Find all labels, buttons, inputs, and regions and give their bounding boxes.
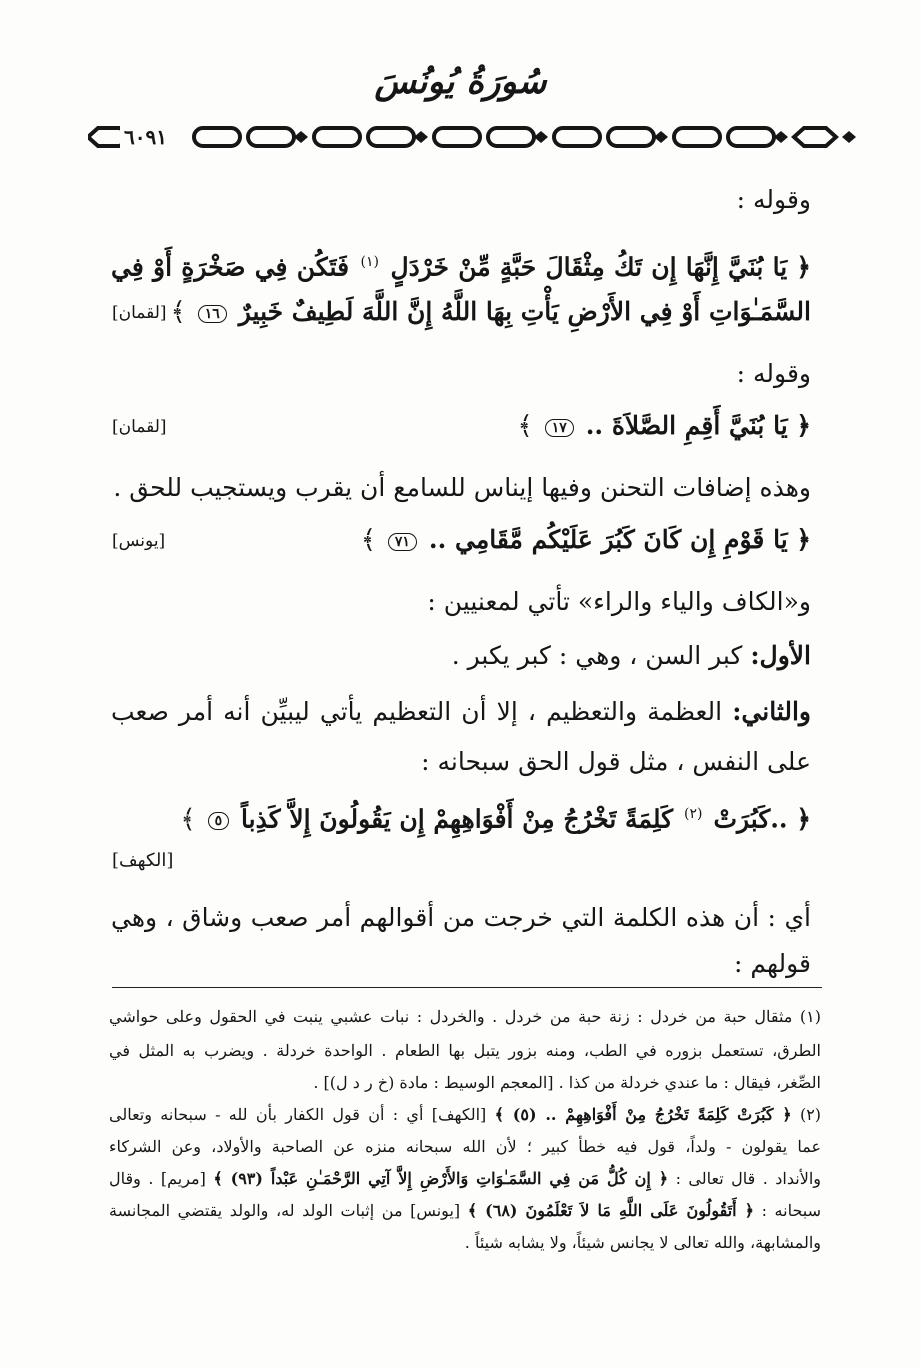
verse-number: ٥: [208, 812, 230, 830]
keyword: والثاني:: [732, 697, 812, 726]
footnote-marker: (٢): [684, 806, 703, 822]
verse-bracket: ﴾: [170, 297, 186, 327]
text-line: وقوله :: [736, 359, 811, 388]
verse-line: [111, 404, 811, 448]
footnote-verse: ﴿ أَتَقُولُونَ عَلَى اللَّهِ مَا لاَ تَعْلَمُونَ (٦٨) ﴾: [467, 1201, 755, 1220]
verse-number: ١٦: [198, 305, 227, 323]
verse-text: فَتَكُن فِي صَخْرَةٍ أَوْ فِي: [111, 252, 350, 282]
footnote-line: الطرق، تستعمل بزوره في الطب، ومنه بزور يتبل بها الطعام . الواحدة خردلة . ويضرب به المثل في: [109, 1041, 821, 1060]
surah-reference: [لقمان]: [112, 417, 167, 437]
footnote-line: [109, 1196, 821, 1225]
verse-bracket: ﴾: [180, 804, 196, 835]
footnote-text: [يونس] من إثبات الولد له، والولد يقتضي المجانسة: [109, 1201, 461, 1220]
surah-reference: [لقمان]: [112, 303, 167, 323]
verse-number: ٧١: [388, 533, 417, 551]
verse-line: [170, 290, 811, 334]
footnote-text: سبحانه :: [761, 1201, 822, 1220]
surah-reference: [يونس]: [112, 531, 166, 551]
text-span: كبر السن ، وهي : كبر يكبر .: [451, 641, 743, 670]
footnote-line: [109, 1164, 821, 1193]
footnote-line: والمشابهة، والله تعالى لا يجانس شيئاً، ولا يشابه شيئاً .: [464, 1233, 821, 1252]
footnote-line: عما يقولون - ولداً، قول فيه خطأ كبير ؛ لأن الله سبحانه منزه عن الصاحبة والأولاد، وعن الشركاء: [109, 1137, 821, 1156]
verse-text: ﴿ ..كَبُرَتْ: [713, 804, 811, 834]
verse-line: [111, 792, 811, 841]
verse-line: [111, 240, 811, 289]
footnote-line: الصِّغر، فيقال : ما عندي خردلة من كذا . [المعجم الوسيط : مادة (خ ر د ل)] .: [313, 1073, 821, 1092]
verse-text: كَلِمَةً تَخْرُجُ مِنْ أَفْوَاهِهِمْ إِن يَقُولُونَ إِلاَّ كَذِباً: [241, 804, 674, 834]
surah-title: سُورَةُ يُونُسَ: [374, 62, 547, 102]
footnote-line: [109, 1100, 821, 1129]
text-line: [111, 690, 811, 734]
text-line: على النفس ، مثل قول الحق سبحانه :: [421, 747, 811, 776]
surah-reference: [الكهف]: [112, 850, 174, 871]
footnote-divider: [112, 987, 822, 988]
footnote-marker: (١): [360, 254, 379, 270]
text-line: قولهم :: [733, 949, 811, 978]
text-line: وقوله :: [736, 185, 811, 214]
verse-text: ﴿ يَا بُنَيَّ أَقِمِ الصَّلاَةَ ..: [585, 411, 811, 440]
footnote-verse: ﴿ كَبُرَتْ كَلِمَةً تَخْرُجُ مِنْ أَفْوَاهِهِمْ .. (٥) ﴾: [494, 1105, 792, 1124]
footnote-line: (١) مثقال حبة من خردل : زنة حبة من خردل . والخردل : نبات عشبي ينبت في الحقول وعلى حواشي: [109, 1007, 821, 1026]
verse-bracket: ﴾: [517, 411, 533, 441]
footnote-text: [مريم] . وقال: [109, 1169, 206, 1188]
verse-text: السَّمَـٰوَاتِ أَوْ فِي الأَرْضِ يَأْتِ بِهَا اللَّهُ إِنَّ اللَّهَ لَطِيفٌ خَبِيرٌ: [238, 297, 811, 326]
verse-line: [111, 518, 811, 562]
ornament-border: [88, 124, 858, 150]
text-line: وهذه إضافات التحنن وفيها إيناس للسامع أن يقرب ويستجيب للحق .: [113, 473, 811, 502]
footnote-text: [الكهف] أي : أن قول الكفار بأن لله - سبحانه وتعالى: [109, 1105, 487, 1124]
keyword: الأول:: [750, 641, 811, 670]
page-number: ٦٠٩١: [120, 124, 171, 150]
text-line: و«الكاف والياء والراء» تأتي لمعنيين :: [427, 587, 811, 616]
text-line: أي : أن هذه الكلمة التي خرجت من أقوالهم أمر صعب وشاق ، وهي: [111, 903, 811, 932]
verse-number: ١٧: [545, 419, 574, 437]
footnote-text: والأنداد . قال تعالى :: [675, 1169, 821, 1188]
footnote-verse: ﴿ إِن كُلُّ مَن فِي السَّمَـٰوَاتِ وَالأَرْضِ إِلاَّ آتِي الرَّحْمَـٰنِ عَبْداً (٩٣) ﴾: [213, 1169, 669, 1188]
verse-text: ﴿ يَا بُنَيَّ إِنَّهَا إِن تَكُ مِثْقَالَ حَبَّةٍ مِّنْ خَرْدَلٍ: [390, 252, 812, 282]
text-span: العظمة والتعظيم ، إلا أن التعظيم يأتي ليبيِّن أنه أمر صعب: [111, 697, 723, 726]
text-line: [111, 634, 811, 678]
footnote-number: (٢): [799, 1105, 822, 1124]
verse-text: ﴿ يَا قَوْمِ إِن كَانَ كَبُرَ عَلَيْكُم مَّقَامِي ..: [428, 525, 811, 554]
verse-bracket: ﴾: [360, 525, 376, 555]
